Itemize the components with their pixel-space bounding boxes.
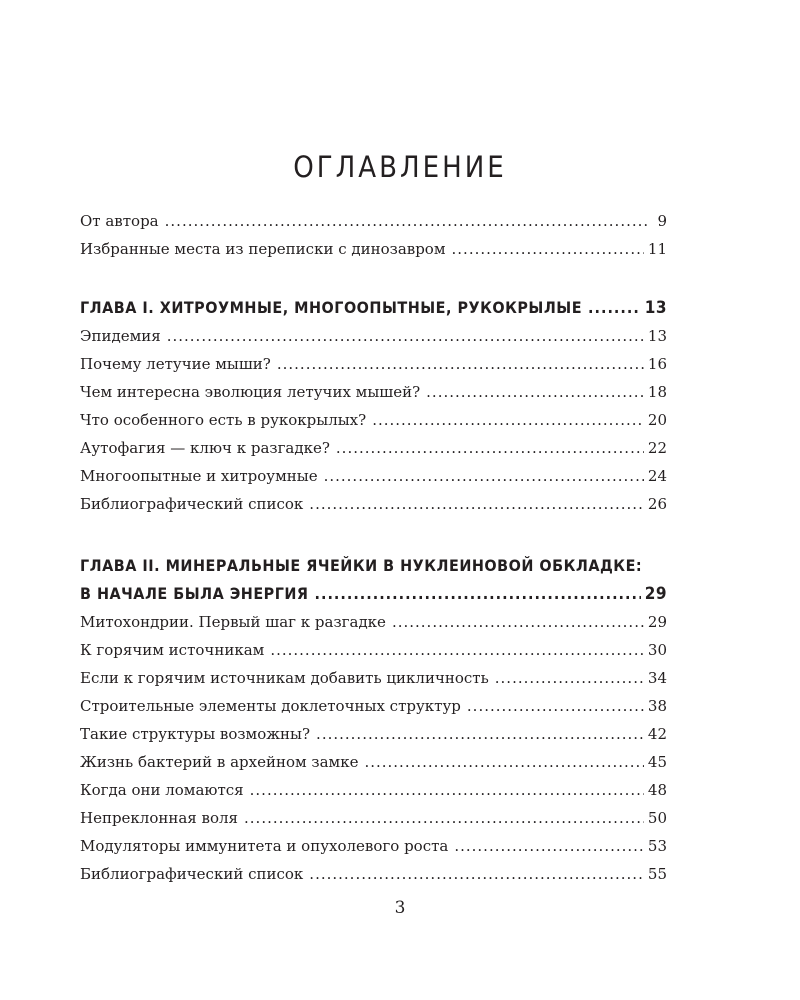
toc-entry[interactable]: [80, 462, 667, 490]
chapter-heading[interactable]: [80, 294, 667, 322]
toc-entry-label: Аутофагия — ключ к разгадке?: [80, 439, 330, 457]
page-number: 3: [394, 898, 406, 918]
toc-entry-page: 38: [647, 697, 667, 715]
toc-entry-page: 48: [647, 781, 667, 799]
toc-entry-page: 13: [647, 327, 667, 345]
toc-entry-label: Такие структуры возможны?: [80, 725, 311, 743]
toc-entry-page: 11: [647, 240, 667, 258]
toc-entry-label: Непреклонная воля: [80, 809, 239, 827]
leader-dots: [324, 462, 644, 490]
toc-entry-label: Избранные места из переписки с динозавром: [80, 240, 446, 258]
toc-entry[interactable]: [80, 378, 667, 406]
page-title: ОГЛАВЛЕНИЕ: [293, 150, 507, 184]
chapter-heading[interactable]: [80, 580, 667, 608]
toc-entry-page: 30: [647, 641, 667, 659]
toc-entry-page: 20: [647, 411, 667, 429]
toc-entry-label: Библиографический список: [80, 495, 304, 513]
toc-entry-label: К горячим источникам: [80, 641, 265, 659]
toc-entry[interactable]: [80, 692, 667, 720]
toc-entry-label: Многоопытные и хитроумные: [80, 467, 318, 485]
toc-entry-page: 24: [647, 467, 667, 485]
toc-entry-label: Библиографический список: [80, 865, 304, 883]
toc-entry-label: От автора: [80, 212, 159, 230]
leader-dots: [336, 434, 644, 462]
toc-entry-page: 9: [657, 212, 667, 230]
chapter-page: 13: [644, 298, 667, 318]
toc-entry-page: 45: [647, 753, 667, 771]
toc-entry-label: Строительные элементы доклеточных структур: [80, 697, 461, 715]
toc-entry[interactable]: [80, 832, 667, 860]
chapter-title-line1[interactable]: ГЛАВА II. МИНЕРАЛЬНЫЕ ЯЧЕЙКИ В НУКЛЕИНОВОЙ ОБКЛАДКЕ:: [80, 556, 643, 575]
toc-entry-page: 26: [647, 495, 667, 513]
leader-dots: [250, 776, 644, 804]
toc-entry[interactable]: [80, 235, 667, 263]
chapter-title-line2: В НАЧАЛЕ БЫЛА ЭНЕРГИЯ: [80, 584, 309, 603]
toc-entry-page: 55: [647, 865, 667, 883]
leader-dots: [392, 608, 644, 636]
toc-entry-label: Если к горячим источникам добавить цикличность: [80, 669, 489, 687]
leader-dots: [315, 580, 641, 608]
toc-entry-page: 18: [647, 383, 667, 401]
toc-chapter-2: [80, 552, 667, 888]
toc-entry[interactable]: [80, 748, 667, 776]
toc-entry-label: Митохондрии. Первый шаг к разгадке: [80, 613, 386, 631]
leader-dots: [167, 322, 644, 350]
leader-dots: [452, 235, 644, 263]
toc-entry[interactable]: [80, 776, 667, 804]
toc-entry[interactable]: [80, 322, 667, 350]
toc-entry-label: Что особенного есть в рукокрылых?: [80, 411, 367, 429]
toc-entry[interactable]: [80, 406, 667, 434]
toc-entry[interactable]: [80, 490, 667, 518]
toc-entry-page: 22: [647, 439, 667, 457]
toc-entry[interactable]: [80, 720, 667, 748]
toc-entry-page: 34: [647, 669, 667, 687]
toc-entry[interactable]: [80, 860, 667, 888]
leader-dots: [364, 748, 643, 776]
toc-chapter-1: [80, 294, 667, 518]
chapter-title: ГЛАВА I. ХИТРОУМНЫЕ, МНОГООПЫТНЫЕ, РУКОКРЫЛЫЕ: [80, 298, 583, 317]
toc-entry-page: 42: [647, 725, 667, 743]
toc-entry[interactable]: [80, 804, 667, 832]
leader-dots: [372, 406, 644, 434]
leader-dots: [454, 832, 644, 860]
leader-dots: [277, 350, 644, 378]
toc-entry-label: Чем интересна эволюция летучих мышей?: [80, 383, 421, 401]
toc-intro: [80, 207, 667, 263]
toc-entry-label: Почему летучие мыши?: [80, 355, 271, 373]
leader-dots: [309, 490, 644, 518]
leader-dots: [426, 378, 644, 406]
toc-entry-label: Когда они ломаются: [80, 781, 244, 799]
toc-entry-label: Эпидемия: [80, 327, 161, 345]
toc-entry[interactable]: [80, 664, 667, 692]
toc-entry-page: 53: [647, 837, 667, 855]
toc-entry-page: 29: [647, 613, 667, 631]
leader-dots: [588, 294, 641, 322]
leader-dots: [316, 720, 644, 748]
toc-entry-label: Модуляторы иммунитета и опухолевого роста: [80, 837, 449, 855]
toc-entry-page: 16: [647, 355, 667, 373]
toc-entry-page: 50: [647, 809, 667, 827]
leader-dots: [244, 804, 644, 832]
toc-entry-label: Жизнь бактерий в архейном замке: [80, 753, 359, 771]
leader-dots: [495, 664, 644, 692]
toc-entry[interactable]: [80, 207, 667, 235]
leader-dots: [165, 207, 647, 235]
leader-dots: [467, 692, 644, 720]
leader-dots: [309, 860, 644, 888]
toc-entry[interactable]: [80, 608, 667, 636]
toc-entry[interactable]: [80, 350, 667, 378]
toc-entry[interactable]: [80, 636, 667, 664]
leader-dots: [270, 636, 644, 664]
toc-entry[interactable]: [80, 434, 667, 462]
chapter-page: 29: [644, 584, 667, 604]
